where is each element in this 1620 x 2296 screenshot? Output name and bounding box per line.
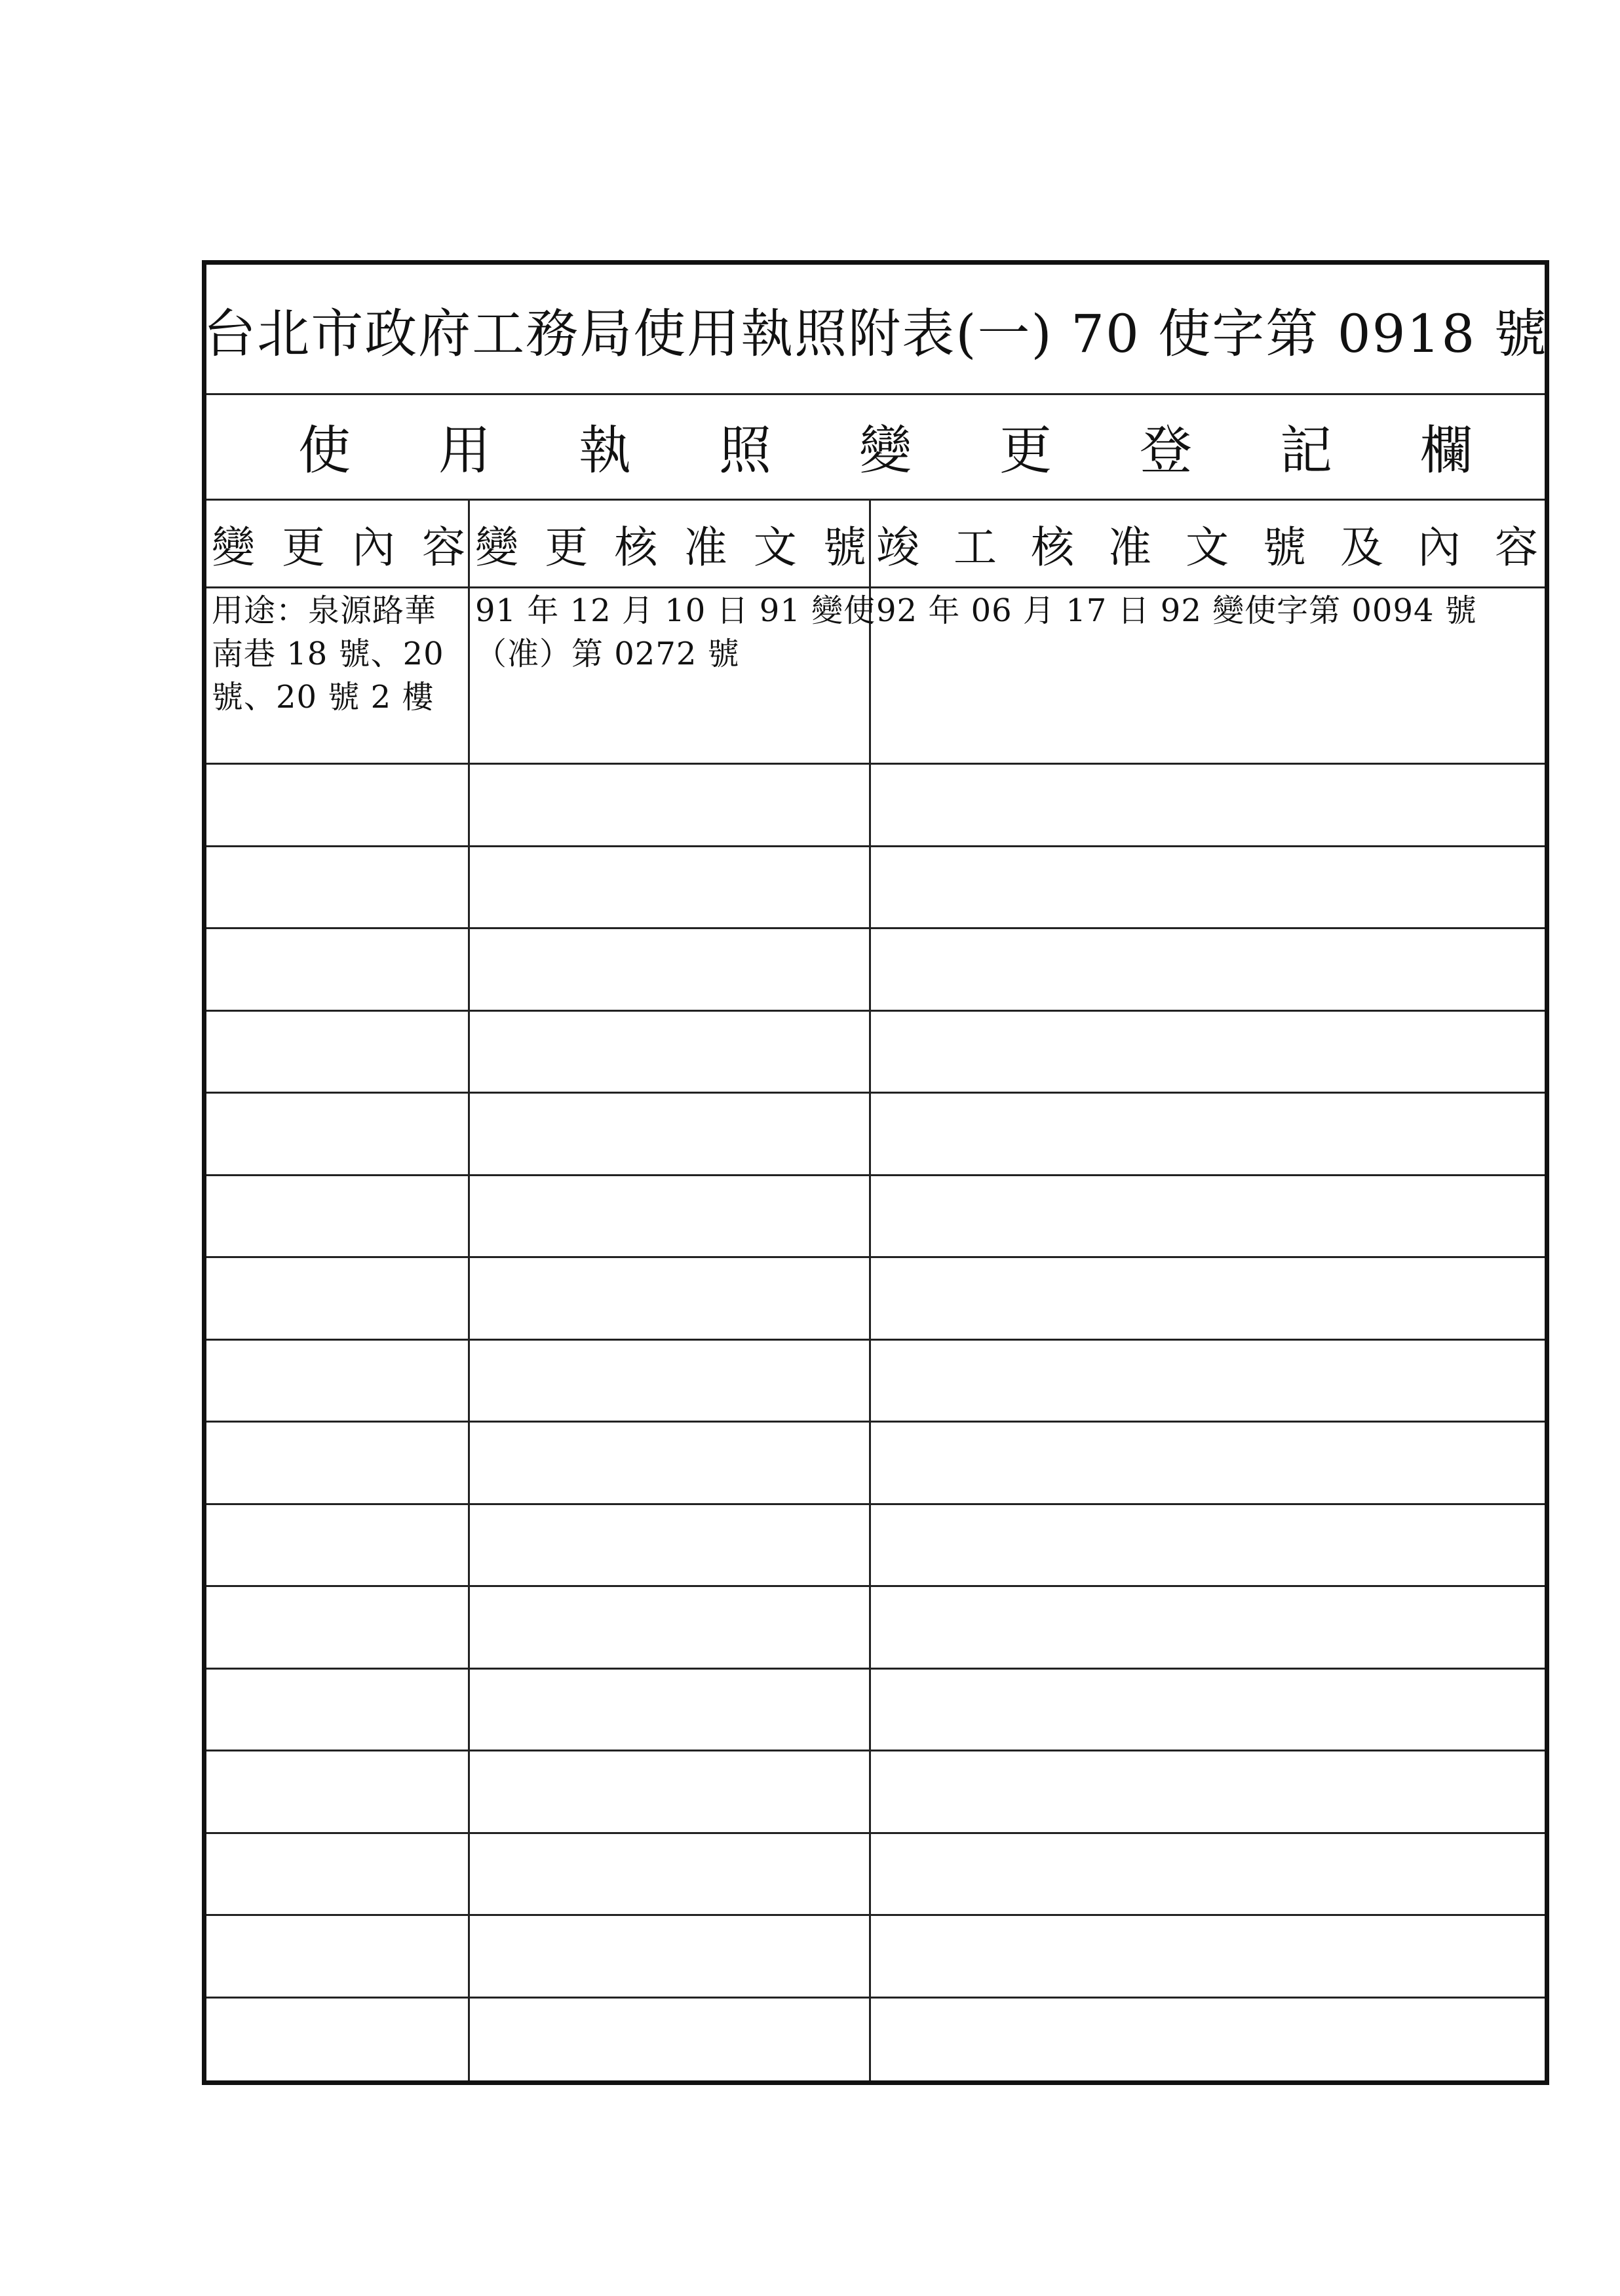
- cell-change-content: [206, 586, 470, 763]
- cell-approval-number: [470, 1587, 871, 1668]
- cell-completion-approval: [871, 1094, 1545, 1174]
- column-header-char: 更: [545, 522, 588, 573]
- table-row: [206, 929, 1545, 1012]
- cell-completion-approval: [871, 1751, 1545, 1832]
- table-body: [206, 586, 1545, 2080]
- section-heading-char: 執: [579, 420, 631, 481]
- document-title: 台北市政府工務局使用執照附表(一) 70 使字第 0918 號: [206, 265, 1545, 395]
- section-heading-char: 登: [1140, 420, 1192, 481]
- table-row: [206, 1423, 1545, 1505]
- cell-change-content: [206, 1834, 470, 1915]
- cell-approval-number: [470, 929, 871, 1010]
- cell-approval-number: [470, 1916, 871, 1997]
- cell-change-content: [206, 1916, 470, 1997]
- cell-completion-approval: [871, 1670, 1545, 1750]
- column-header-char: 核: [614, 522, 658, 573]
- cell-completion-approval: [871, 586, 1545, 763]
- table-row: [206, 1176, 1545, 1259]
- column-header-char: 更: [282, 522, 325, 573]
- cell-approval-number: [470, 1258, 871, 1339]
- cell-approval-number: [470, 1834, 871, 1915]
- table-row: [206, 1751, 1545, 1834]
- cell-completion-approval: [871, 1999, 1545, 2081]
- cell-change-content: [206, 1094, 470, 1174]
- cell-approval-number: [470, 1341, 871, 1421]
- cell-text-line: 用途：泉源路華: [212, 592, 437, 629]
- cell-completion-approval: [871, 1341, 1545, 1421]
- cell-approval-number: [470, 847, 871, 928]
- cell-change-content: [206, 1999, 470, 2081]
- section-heading-char: 更: [999, 420, 1052, 481]
- cell-text-line: 號、20 號 2 樓: [212, 679, 434, 716]
- cell-text-line: 南巷 18 號、20: [212, 636, 444, 672]
- cell-text-line: 91 年 12 月 10 日 91 變使: [475, 592, 876, 629]
- cell-change-content: [206, 1505, 470, 1586]
- cell-change-content: [206, 1258, 470, 1339]
- cell-change-content: [206, 1423, 470, 1503]
- column-header-char: 號: [822, 522, 866, 573]
- cell-change-content: [206, 1341, 470, 1421]
- cell-approval-number: [470, 586, 876, 763]
- column-header-char: 竣: [876, 522, 919, 573]
- column-header-char: 內: [352, 522, 395, 573]
- cell-completion-approval: [871, 1587, 1545, 1668]
- column-header-char: 容: [1495, 522, 1538, 573]
- cell-change-content: [206, 1587, 470, 1668]
- table-row: [206, 1834, 1545, 1917]
- cell-change-content: [206, 1670, 470, 1750]
- cell-approval-number: [470, 1999, 871, 2081]
- table-row: [206, 1258, 1545, 1341]
- cell-change-content: [206, 765, 470, 845]
- section-heading: [206, 393, 1545, 501]
- cell-approval-number: [470, 1751, 871, 1832]
- table-row: [206, 847, 1545, 930]
- column-header-char: 文: [753, 522, 797, 573]
- cell-completion-approval: [871, 1916, 1545, 1997]
- column-header-completion-approval: [871, 501, 1545, 586]
- section-heading-char: 欄: [1420, 420, 1473, 481]
- cell-approval-number: [470, 1176, 871, 1257]
- table-row: [206, 1505, 1545, 1588]
- cell-text-line: （准）第 0272 號: [475, 636, 740, 672]
- column-header-char: 工: [954, 522, 997, 573]
- section-heading-char: 變: [859, 420, 912, 481]
- section-heading-char: 記: [1280, 420, 1332, 481]
- cell-change-content: [206, 1176, 470, 1257]
- cell-approval-number: [470, 1505, 871, 1586]
- column-header-char: 變: [475, 522, 518, 573]
- cell-completion-approval: [871, 1012, 1545, 1092]
- cell-approval-number: [470, 1423, 871, 1503]
- cell-change-content: [206, 1012, 470, 1092]
- column-header-char: 准: [684, 522, 727, 573]
- cell-completion-approval: [871, 1258, 1545, 1339]
- column-header-char: 變: [212, 522, 255, 573]
- cell-change-content: [206, 847, 470, 928]
- registration-table: [202, 260, 1549, 2085]
- cell-completion-approval: [871, 1176, 1545, 1257]
- table-row: [206, 1670, 1545, 1752]
- column-header-char: 及: [1340, 522, 1383, 573]
- table-row: [206, 586, 1545, 765]
- cell-change-content: [206, 929, 470, 1010]
- column-header-char: 容: [422, 522, 465, 573]
- table-row: [206, 1999, 1545, 2081]
- column-header-change-content: [206, 501, 470, 586]
- table-row: [206, 1916, 1545, 1999]
- column-header-char: 核: [1031, 522, 1074, 573]
- table-row: [206, 765, 1545, 847]
- table-row: [206, 1012, 1545, 1094]
- section-heading-char: 用: [438, 420, 491, 481]
- cell-completion-approval: [871, 847, 1545, 928]
- cell-completion-approval: [871, 1423, 1545, 1503]
- cell-text-line: 92 年 06 月 17 日 92 變使字第 0094 號: [876, 592, 1477, 629]
- table-row: [206, 1341, 1545, 1423]
- table-row: [206, 1587, 1545, 1670]
- column-header-char: 內: [1418, 522, 1461, 573]
- cell-approval-number: [470, 1012, 871, 1092]
- cell-approval-number: [470, 1670, 871, 1750]
- cell-approval-number: [470, 765, 871, 845]
- column-header-char: 准: [1108, 522, 1151, 573]
- cell-completion-approval: [871, 929, 1545, 1010]
- table-row: [206, 1094, 1545, 1176]
- column-header-approval-number: [470, 501, 871, 586]
- cell-completion-approval: [871, 1505, 1545, 1586]
- cell-completion-approval: [871, 765, 1545, 845]
- column-header-char: 文: [1186, 522, 1229, 573]
- cell-change-content: [206, 1751, 470, 1832]
- section-heading-char: 使: [298, 420, 351, 481]
- cell-approval-number: [470, 1094, 871, 1174]
- column-header-row: [206, 501, 1545, 588]
- cell-completion-approval: [871, 1834, 1545, 1915]
- section-heading-char: 照: [719, 420, 771, 481]
- column-header-char: 號: [1263, 522, 1306, 573]
